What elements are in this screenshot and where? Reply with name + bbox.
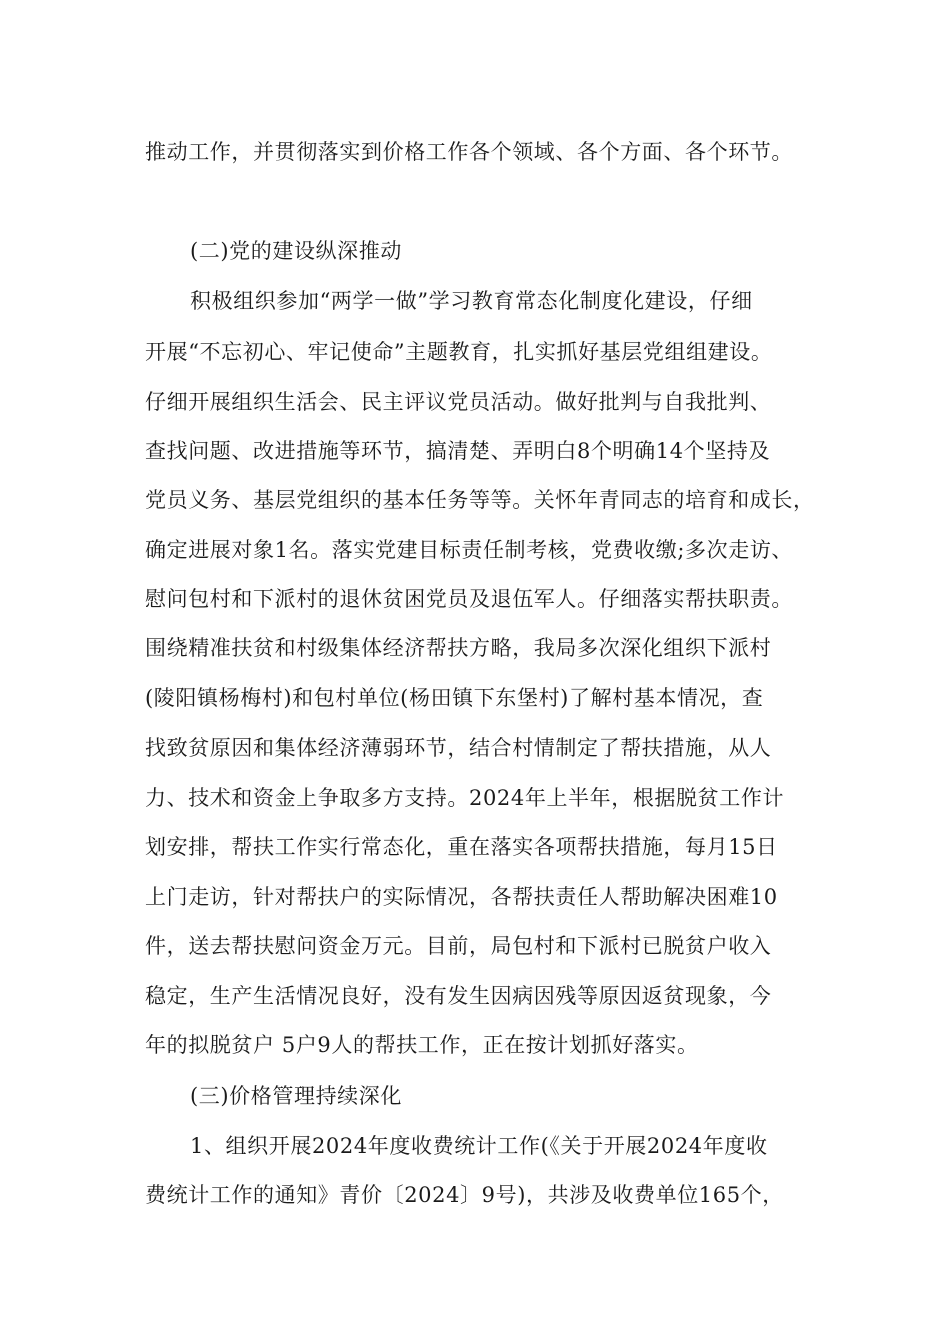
paragraph-line: 查找问题、改进措施等环节，搞清楚、弄明白8个明确14个坚持及 [145, 439, 771, 463]
paragraph-line: 积极组织参加“两学一做”学习教育常态化制度化建设，仔细 [190, 289, 753, 313]
paragraph-line: 开展“不忘初心、牢记使命”主题教育，扎实抓好基层党组组建设。 [145, 340, 773, 364]
paragraph-line: 稳定，生产生活情况良好，没有发生因病因残等原因返贫现象，今 [145, 984, 772, 1008]
paragraph-line: 党员义务、基层党组织的基本任务等等。关怀年青同志的培育和成长， [145, 488, 815, 512]
section-heading: (三)价格管理持续深化 [190, 1084, 402, 1108]
section-heading: (二)党的建设纵深推动 [190, 239, 402, 263]
paragraph-line: 1、组织开展2024年度收费统计工作(《关于开展2024年度收 [190, 1134, 768, 1158]
paragraph-line: (陵阳镇杨梅村)和包村单位(杨田镇下东堡村)了解村基本情况，查 [145, 686, 764, 710]
paragraph-line: 推动工作，并贯彻落实到价格工作各个领域、各个方面、各个环节。 [145, 140, 793, 164]
paragraph-line: 件，送去帮扶慰问资金万元。目前，局包村和下派村已脱贫户收入 [145, 934, 772, 958]
paragraph-line: 年的拟脱贫户 5户9人的帮扶工作，正在按计划抓好落实。 [145, 1033, 699, 1057]
paragraph-line: 慰问包村和下派村的退休贫困党员及退伍军人。仔细落实帮扶职责。 [145, 587, 793, 611]
paragraph-line: 确定进展对象1名。落实党建目标责任制考核，党费收缴;多次走访、 [145, 538, 794, 562]
paragraph-line: 划安排，帮扶工作实行常态化，重在落实各项帮扶措施，每月15日 [145, 835, 778, 859]
paragraph-line: 费统计工作的通知》青价〔2024〕9号)，共涉及收费单位165个， [145, 1183, 784, 1207]
paragraph-line: 上门走访，针对帮扶户的实际情况，各帮扶责任人帮助解决困难10 [145, 885, 778, 909]
paragraph-line: 仔细开展组织生活会、民主评议党员活动。做好批判与自我批判、 [145, 390, 772, 414]
paragraph-line: 力、技术和资金上争取多方支持。2024年上半年，根据脱贫工作计 [145, 786, 785, 810]
paragraph-line: 围绕精准扶贫和村级集体经济帮扶方略，我局多次深化组织下派村 [145, 636, 772, 660]
paragraph-line: 找致贫原因和集体经济薄弱环节，结合村情制定了帮扶措施，从人 [145, 736, 772, 760]
